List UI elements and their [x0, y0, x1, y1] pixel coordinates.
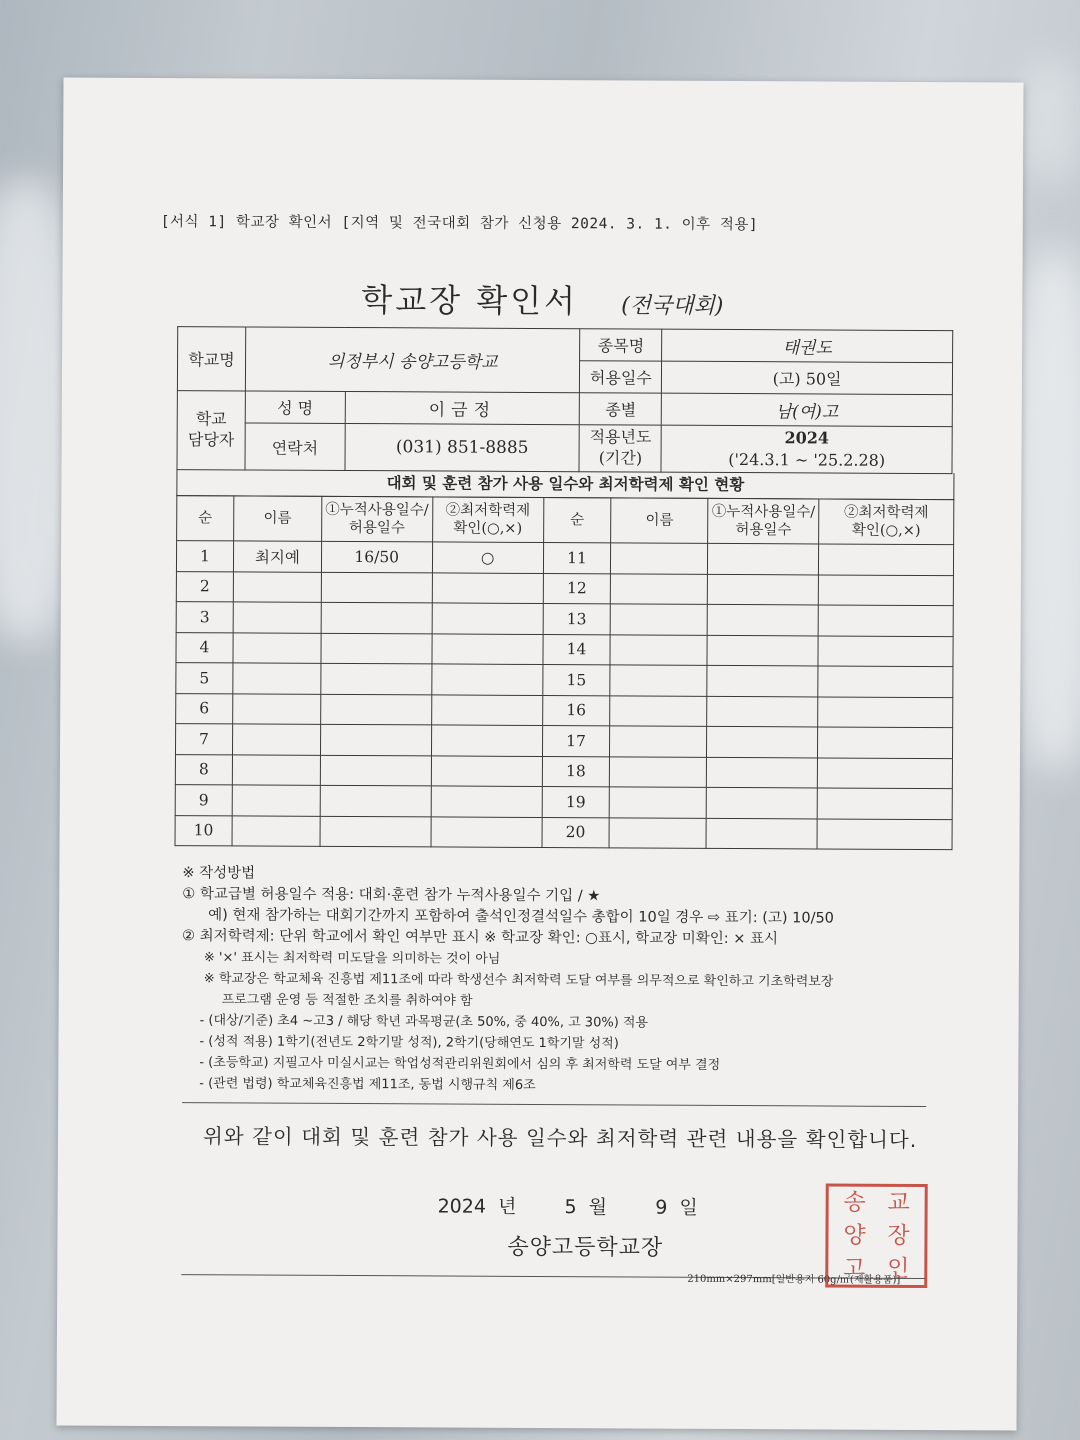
note-item-2: ② 최저학력제: 단위 학교에서 확인 여부만 표시 ※ 학교장 확인: ○표시, 학교장 미확인: × 표시: [181, 928, 779, 948]
name-label: 성 명: [245, 391, 345, 424]
status-title: 대회 및 훈련 참가 사용 일수와 최저학력제 확인 현황: [176, 469, 954, 500]
note-item-2-detail4: - (관련 법령) 학교체육진흥법 제11조, 동법 시행규칙 제6조: [199, 1076, 536, 1093]
roster-table: [175, 495, 955, 850]
academic-check: [431, 816, 542, 847]
academic-check: [817, 757, 952, 788]
document-page: [56, 77, 1023, 1430]
date-day: 9: [655, 1196, 668, 1219]
row-number: 12: [543, 573, 611, 604]
header-days: ①누적사용일수/ 허용일수: [321, 496, 432, 542]
row-number: 14: [542, 634, 610, 665]
note-item-1: ① 학교급별 허용일수 적용: 대회·훈련 참가 누적사용일수 기입 / ★: [182, 886, 601, 905]
student-name: [233, 693, 321, 724]
year-value: 2024: [784, 428, 830, 448]
student-name: [609, 817, 706, 848]
official-seal-stamp: 송 교 양 장 고 인: [825, 1184, 928, 1289]
academic-check: [818, 605, 953, 636]
school-label: 학교명: [177, 327, 245, 391]
roster-row: [176, 541, 953, 576]
days-used: [707, 604, 818, 635]
allowed-days-value: (고) 50일: [662, 361, 953, 395]
sport-value: 태권도: [662, 329, 953, 363]
note-item-2-detail2: - (성적 적용) 1학기(전년도 2학기말 성적), 2학기(당해연도 1학기말 성적): [199, 1034, 619, 1052]
note-item-2-detail3: - (초등학교) 지필고사 미실시교는 학업성적관리위원회에서 심의 후 최저학력 도달 여부 결정: [199, 1055, 721, 1073]
academic-check: [818, 727, 953, 758]
paper-spec: 210mm×297mm[일반용지 60g/㎡(재활용품)]: [687, 1273, 901, 1286]
student-name: [232, 815, 320, 846]
days-used: [707, 635, 818, 666]
student-name: [233, 663, 321, 694]
school-name: 의정부시 송양고등학교: [245, 327, 580, 393]
student-name: [610, 787, 707, 818]
student-name: [611, 604, 708, 635]
row-number: 13: [543, 604, 611, 635]
contact-label: 연락처: [245, 423, 345, 471]
row-number: 18: [542, 756, 610, 787]
header-check: ②최저학력제 확인(○,×): [819, 499, 954, 545]
gender-label: 종별: [580, 393, 662, 425]
roster-row: [176, 602, 953, 637]
note-item-2-detail1: - (대상/기준) 초4 ~고3 / 해당 학년 과목평균(초 50%, 중 40%, 고 30%) 적용: [199, 1013, 649, 1031]
student-name: 최지예: [233, 541, 321, 572]
student-name: [232, 754, 320, 785]
divider: [182, 1102, 926, 1107]
row-number: 15: [542, 665, 610, 696]
row-number: 5: [176, 663, 233, 694]
contact-value: (031) 851-8885: [345, 423, 580, 471]
row-number: 3: [176, 602, 233, 633]
row-number: 10: [175, 815, 232, 846]
note-item-1-example: 예) 현재 참가하는 대회기간까지 포함하여 출석인정결석일수 총합이 10일 경우 ⇨ 표기: (고) 10/50: [208, 907, 834, 927]
days-used: [707, 757, 818, 788]
period-value: ('24.3.1 ~ '25.2.28): [728, 449, 886, 470]
notes-heading: ※ 작성방법: [182, 865, 256, 882]
days-used: [706, 818, 817, 849]
roster-row: [176, 571, 953, 606]
row-number: 1: [176, 541, 233, 572]
roster-row: [175, 815, 952, 850]
student-name: [232, 724, 320, 755]
row-number: 4: [176, 632, 233, 663]
title-handwritten-note: (전국대회): [621, 293, 724, 319]
academic-check: [432, 603, 543, 634]
days-used: [320, 694, 431, 725]
document-title: [62, 273, 1022, 324]
student-name: [610, 665, 707, 696]
days-used: [320, 755, 431, 786]
row-number: 16: [542, 695, 610, 726]
date-year-unit: 년: [497, 1195, 517, 1218]
academic-check: [818, 635, 953, 666]
student-name: [233, 571, 321, 602]
days-used: [707, 696, 818, 727]
days-used: [321, 633, 432, 664]
student-name: [611, 543, 708, 574]
student-name: [610, 634, 707, 665]
header-name: 이름: [234, 496, 322, 541]
row-number: 19: [542, 787, 610, 818]
academic-check: [817, 788, 952, 819]
signer-name: 송양고등학교장: [507, 1234, 664, 1261]
date-year: 2024: [437, 1195, 487, 1218]
days-used: [708, 543, 819, 574]
academic-check: [819, 544, 954, 575]
academic-check: [432, 633, 543, 664]
academic-check: [431, 786, 542, 817]
days-used: 16/50: [321, 541, 432, 572]
student-name: [610, 695, 707, 726]
note-item-2-note2: ※ 학교장은 학교체육 진흥법 제11조에 따라 학생선수 최저학력 도달 여부를 의무적으로 확인하고 기초학력보장: [203, 971, 834, 990]
row-number: 7: [175, 724, 232, 755]
academic-check: [818, 666, 953, 697]
days-used: [321, 572, 432, 603]
teacher-name: 이금정: [345, 391, 580, 424]
row-number: 6: [176, 693, 233, 724]
note-item-2-note1: ※ '×' 표시는 최저학력 미도달을 의미하는 것이 아님: [203, 950, 501, 967]
header-check: ②최저학력제 확인(○,×): [432, 497, 543, 543]
academic-check: [431, 664, 542, 695]
academic-check: [817, 818, 952, 849]
days-used: [320, 785, 431, 816]
student-name: [233, 602, 321, 633]
days-used: [707, 726, 818, 757]
confirmation-statement: 위와 같이 대회 및 훈련 참가 사용 일수와 최저학력 관련 내용을 확인합니다.: [202, 1124, 918, 1152]
academic-check: [818, 574, 953, 605]
date-month-unit: 월: [588, 1196, 608, 1219]
days-used: [320, 724, 431, 755]
roster-row: [175, 724, 952, 759]
gender-value: 남(여)고: [662, 393, 953, 427]
student-name: [233, 632, 321, 663]
roster-header-row: [177, 496, 954, 545]
academic-check: [432, 572, 543, 603]
days-used: [707, 665, 818, 696]
student-name: [232, 785, 320, 816]
days-used: [708, 574, 819, 605]
note-item-2-note2b: 프로그램 운영 등 적절한 조치를 취하여야 함: [221, 992, 473, 1009]
row-number: 11: [543, 543, 611, 574]
instructions: [181, 863, 982, 1098]
student-name: [610, 756, 707, 787]
days-used: [320, 816, 431, 847]
roster-row: [176, 693, 953, 728]
date-month: 5: [564, 1196, 577, 1219]
year-cell: [661, 425, 952, 474]
row-number: 9: [175, 785, 232, 816]
roster-row: [175, 785, 952, 820]
days-used: [321, 663, 432, 694]
academic-check: [431, 694, 542, 725]
header-days: ①누적사용일수/ 허용일수: [708, 498, 819, 544]
header-no: 순: [543, 498, 611, 543]
days-used: [706, 787, 817, 818]
roster-body: [175, 541, 954, 850]
header-name: 이름: [611, 498, 708, 544]
info-table: [176, 326, 953, 474]
roster-row: [176, 663, 953, 698]
teacher-label: 학교 담당자: [177, 391, 245, 470]
row-number: 8: [175, 754, 232, 785]
header-no: 순: [177, 496, 234, 541]
student-name: [611, 573, 708, 604]
issue-date: [438, 1191, 698, 1219]
allowed-days-label: 허용일수: [580, 361, 662, 393]
academic-check: [818, 696, 953, 727]
academic-check: ○: [432, 542, 543, 573]
sport-label: 종목명: [580, 329, 662, 361]
row-number: 2: [176, 571, 233, 602]
form-header: [서식 1] 학교장 확인서 [지역 및 전국대회 참가 신청용 2024. 3. 1. 이후 적용]: [160, 214, 759, 234]
roster-row: [175, 754, 952, 789]
date-day-unit: 일: [679, 1196, 698, 1219]
roster-row: [176, 632, 953, 667]
academic-check: [431, 725, 542, 756]
row-number: 20: [542, 817, 610, 848]
row-number: 17: [542, 726, 610, 757]
title-text: 학교장 확인서: [361, 281, 579, 321]
academic-check: [431, 755, 542, 786]
year-label: 적용년도 (기간): [579, 425, 661, 472]
student-name: [610, 726, 707, 757]
days-used: [321, 602, 432, 633]
